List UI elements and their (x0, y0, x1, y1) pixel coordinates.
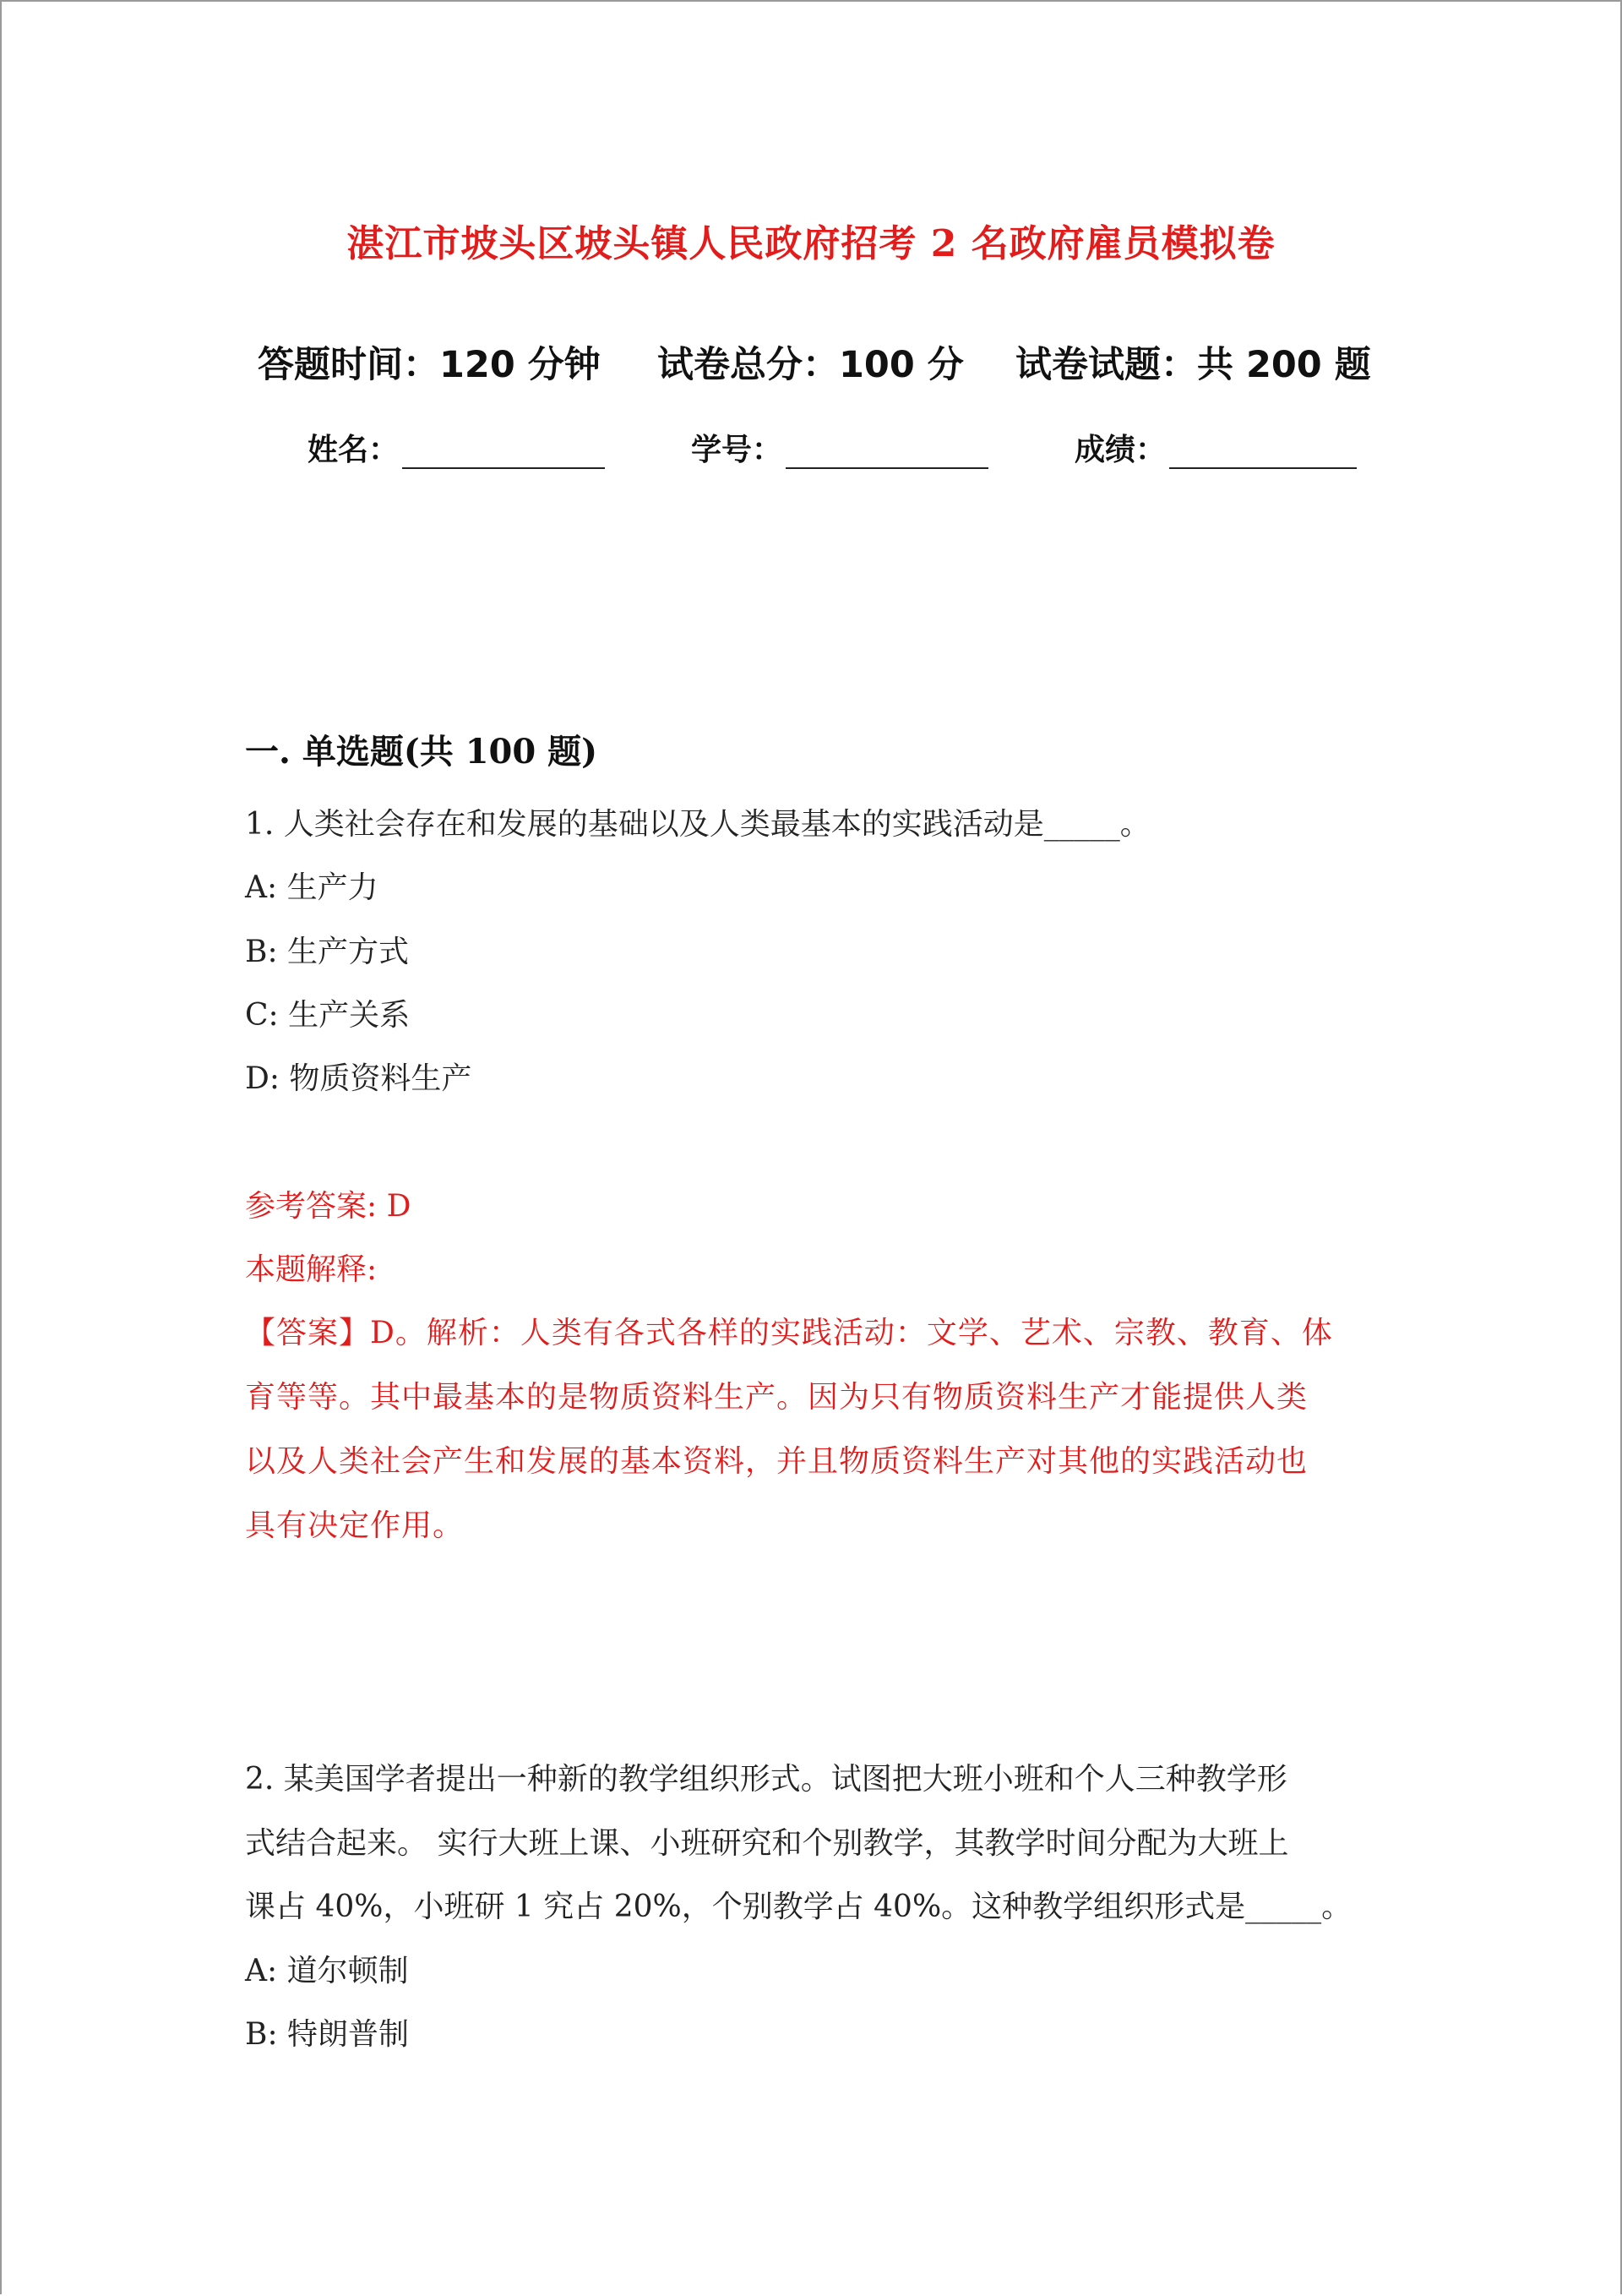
explanation-line: 以及人类社会产生和发展的基本资料，并且物质资料生产对其他的实践活动也 (245, 1444, 1309, 1479)
question-1-option-d[interactable]: D: 物质资料生产 (245, 1061, 472, 1096)
name-label: 姓名： (308, 433, 400, 467)
question-1-stem: 1. 人类社会存在和发展的基础以及人类最基本的实践活动是_____。 (245, 807, 1151, 842)
question-1-option-c[interactable]: C: 生产关系 (245, 998, 411, 1033)
exam-title: 湛江市坡头区坡头镇人民政府招考 2 名政府雇员模拟卷 (346, 222, 1276, 265)
explanation-line: 育等等。其中最基本的是物质资料生产。因为只有物质资料生产才能提供人类 (245, 1380, 1309, 1415)
question-2-stem-line: 式结合起来。 实行大班上课、小班研究和个别教学，其教学时间分配为大班上 (245, 1826, 1289, 1861)
question-1-answer: 参考答案: D (245, 1189, 411, 1224)
name-field[interactable] (308, 426, 605, 469)
question-2-option-b[interactable]: B: 特朗普制 (245, 2017, 410, 2052)
question-2-option-a[interactable]: A: 道尔顿制 (245, 1954, 409, 1988)
student-id-label: 学号： (691, 433, 783, 467)
score-label: 成绩： (1075, 433, 1167, 467)
score-field[interactable] (1075, 426, 1357, 469)
exam-question-count: 试卷试题：共 200 题 (1015, 344, 1371, 386)
score-blank[interactable] (1169, 437, 1357, 469)
question-1-explanation (245, 1301, 1377, 1558)
student-id-blank[interactable] (786, 437, 988, 469)
question-1-option-b[interactable]: B: 生产方式 (245, 935, 410, 969)
section-heading: 一. 单选题(共 100 题) (245, 732, 598, 772)
student-id-field[interactable] (691, 426, 988, 469)
explanation-line: 具有决定作用。 (245, 1508, 465, 1543)
question-2-stem-line: 2. 某美国学者提出一种新的教学组织形式。试图把大班小班和个人三种教学形 (245, 1762, 1287, 1797)
explanation-line: 【答案】D。解析：人类有各式各样的实践活动：文学、艺术、宗教、教育、体 (245, 1316, 1333, 1350)
question-2-stem-line: 课占 40%，小班研 1 究占 20%，个别教学占 40%。这种教学组织形式是_____。 (245, 1890, 1353, 1924)
exam-time: 答题时间：120 分钟 (258, 344, 601, 386)
name-blank[interactable] (402, 437, 605, 469)
question-1-option-a[interactable]: A: 生产力 (245, 870, 378, 905)
question-1-explain-label: 本题解释: (245, 1252, 378, 1287)
exam-total-score: 试卷总分：100 分 (657, 344, 964, 386)
